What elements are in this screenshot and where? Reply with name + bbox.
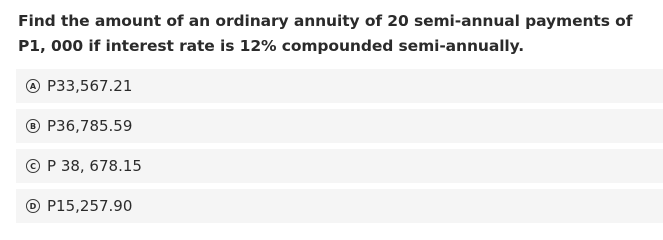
option-text-d: P15,257.90 — [47, 197, 133, 215]
option-letter-d: D — [26, 199, 40, 213]
option-text-b: P36,785.59 — [47, 117, 133, 135]
option-letter-a: A — [26, 79, 40, 93]
option-letter-c: C — [26, 159, 40, 173]
option-c[interactable] — [16, 149, 663, 183]
option-text-a: P33,567.21 — [47, 77, 133, 95]
answer-options — [16, 69, 663, 229]
question-text: Find the amount of an ordinary annuity of 20 semi-annual payments of P1, 000 if interest rate is 12% compounded semi-annually. — [18, 12, 633, 55]
option-d[interactable] — [16, 189, 663, 223]
option-b[interactable] — [16, 109, 663, 143]
option-text-c: P 38, 678.15 — [47, 157, 142, 175]
option-a[interactable] — [16, 69, 663, 103]
option-letter-b: B — [26, 119, 40, 133]
